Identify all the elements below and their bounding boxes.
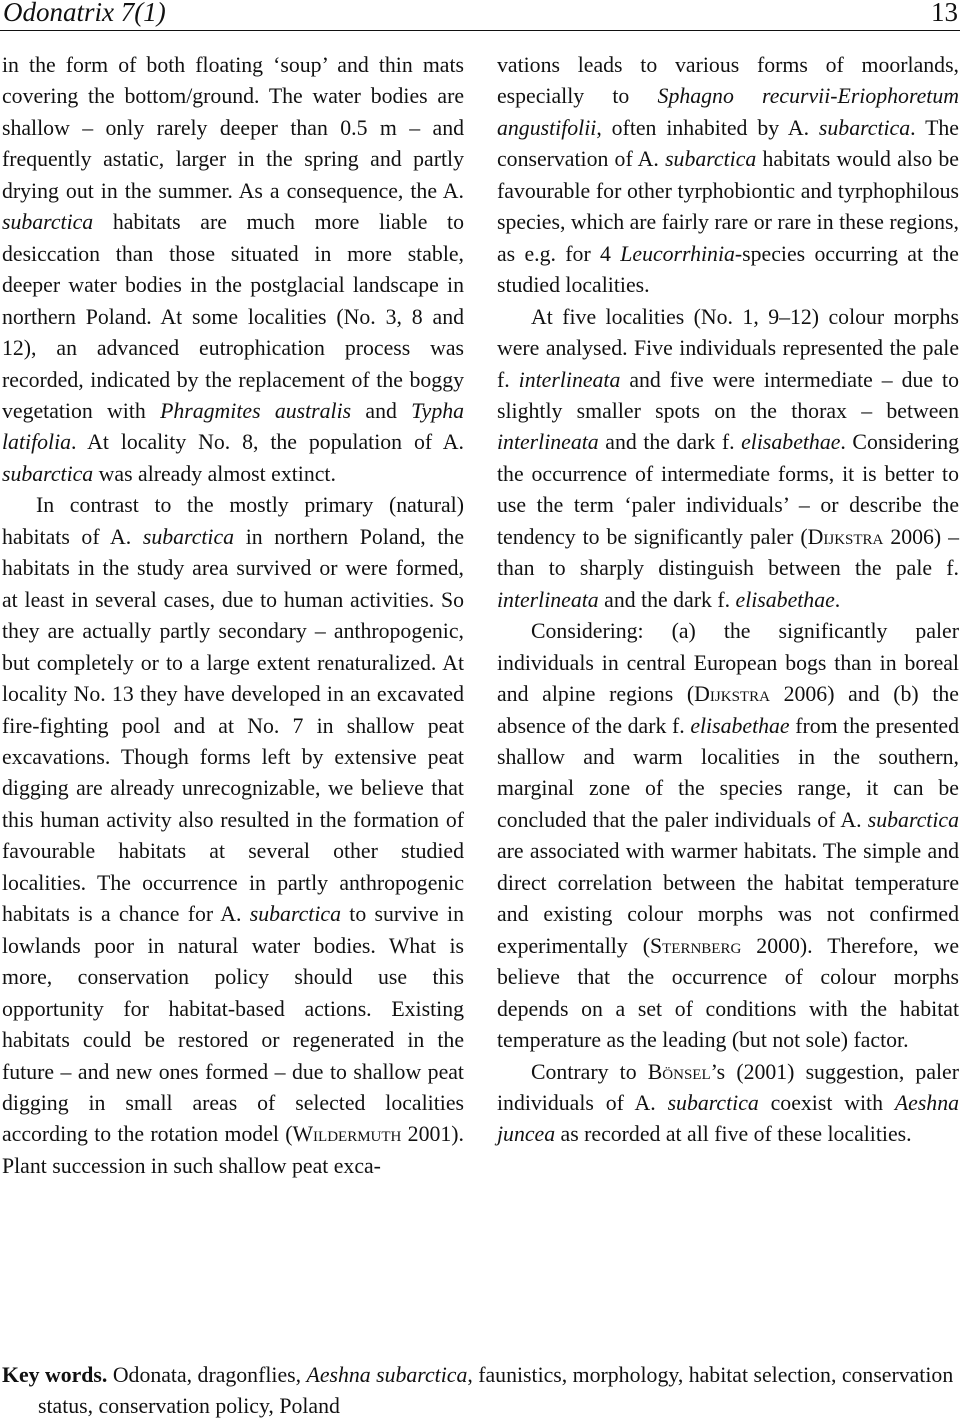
paragraph: In contrast to the mostly primary (natural) habitats of A. subarctica in northern Poland, the habitats in the study area survived or were formed, at least in several cases, due to human activities. So they are actually partly secondary – anthropogenic, but completely or to a large extent renaturalized. At locality No. 13 they have developed in an excavated fire-fighting pool and at No. 7 in shallow peat excavations. Though forms left by extensive peat digging are already unrecognizable, we believe that this human activity also resulted in the formation of favourable habitats at several other studied localities. The occurrence in partly anthropogenic habitats is a chance for A. subarctica to survive in lowlands poor in natural water bodies. What is more, conservation policy should use this opportunity for habitat-based actions. Existing habitats could be restored or regenerated in the future – and new ones formed – due to shallow peat digging in small areas of selected localities according to the rotation model (Wildermuth 2001). Plant succession in such shallow peat exca-: [2, 493, 465, 1178]
keywords-label: Key words.: [2, 1363, 108, 1387]
page-number: 13: [931, 0, 958, 27]
paragraph: in the form of both floating ‘soup’ and thin mats covering the bottom/ground. The water bodies are shallow – only rarely deeper than 0.5 m – and frequently astatic, larger in the spring and partly drying out in the summer. As a consequence, the A. subarctica habitats are much more liable to desiccation than those situated in more stable, deeper water bodies in the postglacial landscape in northern Poland. At some localities (No. 3, 8 and 12), an advanced eutrophication process was recorded, indicated by the replacement of the boggy vegetation with Phragmites australis and Typha latifolia. At locality No. 8, the population of A. subarctica was already almost extinct.: [2, 53, 465, 486]
paragraph: Contrary to Bönsel’s (2001) suggestion, paler individuals of A. subarctica coexist with Aeshna juncea as recorded at all five of these localities.: [497, 1059, 959, 1147]
left-column: [2, 50, 464, 1182]
running-header: [0, 0, 960, 31]
paragraph: Considering: (a) the significantly paler individuals in central European bogs than in boreal and alpine regions (Dijkstra 2006) and (b) the absence of the dark f. elisabethae from the presented shallow and warm localities in the southern, marginal zone of the species range, it can be concluded that the paler individuals of A. subarctica are associated with warmer habitats. The simple and direct correlation between the habitat temperature and existing colour morphs was not confirmed experimentally (Sternberg 2000). Therefore, we believe that the occurrence of colour morphs depends on a set of conditions with the habitat temperature as the leading (but not sole) factor.: [497, 619, 960, 1053]
paragraph: vations leads to various forms of moorlands, especially to Sphagno recurvii-Eriophoretum angustifolii, often inhabited by A. subarctica. The conservation of A. subarctica habitats would also be favourable for other tyrphobiontic and tyrphophilous species, which are fairly rare or rare in these regions, as e.g. for 4 Leucorrhinia-species occurring at the studied localities.: [497, 53, 959, 298]
paragraph: At five localities (No. 1, 9–12) colour morphs were analysed. Five individuals represented the pale f. interlineata and five were intermediate – due to slightly smaller spots on the thorax – between interlineata and the dark f. elisabethae. Considering the occurrence of intermediate forms, it is better to use the term ‘paler individuals’ – or describe the tendency to be significantly paler (Dijkstra 2006) – than to sharply distinguish between the pale f. interlineata and the dark f. elisabethae.: [497, 304, 959, 612]
journal-title: Odonatrix 7(1): [3, 0, 166, 27]
keywords-text: Odonata, dragonflies, Aeshna subarctica, faunistics, morphology, habitat selection, conservation status, conservation policy, Poland: [38, 1363, 954, 1419]
keywords: [2, 1360, 958, 1423]
right-column: [497, 50, 959, 1151]
